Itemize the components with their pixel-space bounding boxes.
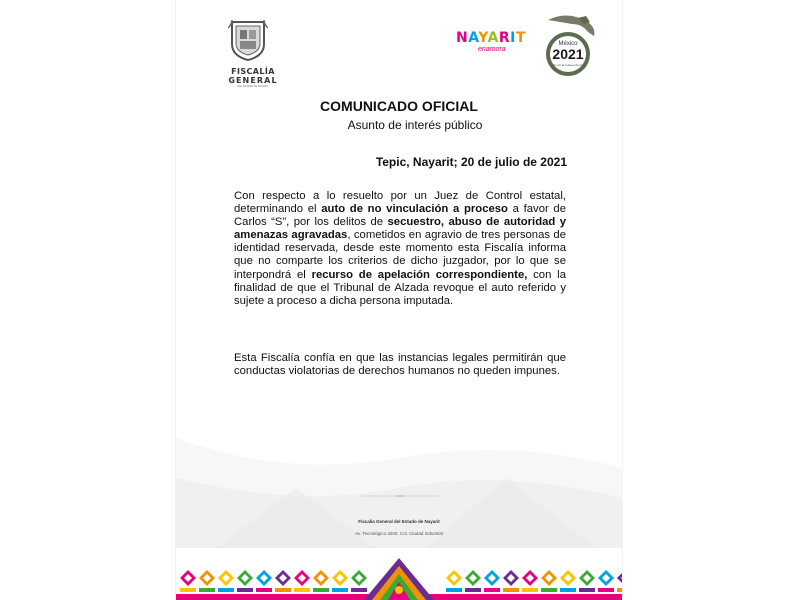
logo-text-state: DEL ESTADO DE NAYARIT xyxy=(237,85,269,88)
pattern-shape xyxy=(598,588,614,592)
paragraph-1-run: a favor de Carlos “S”, por los delitos de xyxy=(234,203,566,229)
dateline: Tepic, Nayarit; 20 de julio de 2021 xyxy=(375,155,567,169)
paragraph-1-run: con la finalidad de que el Tribunal de Alzada revoque el auto referido y sujete a proceso a dicha persona imputada. xyxy=(234,268,566,307)
pattern-shape xyxy=(560,588,576,592)
pattern-shape xyxy=(313,588,329,592)
nayarit-wordmark xyxy=(456,30,536,46)
footer-divider xyxy=(361,493,439,499)
nayarit-letter: Y xyxy=(478,30,488,46)
pattern-shape xyxy=(617,588,622,592)
nayarit-tagline: enamora xyxy=(478,46,506,53)
pattern-shape xyxy=(503,588,519,592)
document-page xyxy=(176,0,622,600)
nayarit-letter: A xyxy=(487,30,499,46)
logo-text-fiscalia: FISCALÍA xyxy=(231,67,275,76)
seal-bottom-text: Año de la independencia xyxy=(551,63,585,67)
document-subtitle: Asunto de interés público xyxy=(347,118,483,132)
document-title: COMUNICADO OFICIAL xyxy=(320,98,478,114)
paragraph-2: Esta Fiscalía confía en que las instancias legales permitirán que conductas violatorias de derechos humanos no queden impunes. xyxy=(234,352,566,378)
nayarit-letter: T xyxy=(515,30,526,46)
paragraph-1-run: auto de no vinculación a proceso xyxy=(321,203,508,216)
nayarit-letter: A xyxy=(468,30,479,46)
paragraph-1-run: recurso de apelación correspondiente, xyxy=(311,268,528,281)
nayarit-logo xyxy=(456,30,536,60)
nayarit-letter: I xyxy=(510,30,516,46)
footer-organization: Fiscalía General del Estado de Nayarit xyxy=(358,519,440,524)
pattern-shape xyxy=(579,588,595,592)
pattern-shape xyxy=(395,586,403,594)
pattern-shape xyxy=(275,588,291,592)
pattern-shape xyxy=(446,588,462,592)
paragraph-1 xyxy=(234,190,566,308)
pattern-shape xyxy=(237,588,253,592)
pattern-shape xyxy=(522,588,538,592)
pattern-shape xyxy=(218,588,234,592)
pattern-shape xyxy=(256,588,272,592)
paragraph-1-run: , cometidos en agravio de tres personas de identidad reservada, desde este momento esta Fiscalía informa que no comparte los criterios de dicho juzgador, por lo que se interpondrá el xyxy=(234,229,566,281)
seal-year-text: 2021 xyxy=(552,46,584,62)
pattern-shape xyxy=(484,588,500,592)
footer-address: Av. Tecnológico 3200, Col. Ciudad Industrial xyxy=(355,531,443,536)
pattern-shape xyxy=(199,588,215,592)
decorative-wave-background xyxy=(176,418,622,548)
mexico-2021-seal-icon xyxy=(538,14,598,80)
coat-of-arms-icon xyxy=(228,18,268,62)
decorative-pattern-band xyxy=(176,548,622,600)
seal-top-text: México xyxy=(558,41,578,47)
pattern-shape xyxy=(465,588,481,592)
pattern-shape xyxy=(294,588,310,592)
paragraph-1-run: secuestro, abuso de autoridad y amenazas agravadas xyxy=(234,216,567,242)
nayarit-letter: R xyxy=(498,30,511,46)
pattern-shape xyxy=(332,588,348,592)
paragraph-1-run: Con respecto a lo resuelto por un Juez de Control estatal, determinando el xyxy=(234,190,566,216)
fiscalia-logo xyxy=(228,18,278,88)
logo-text-general: GENERAL xyxy=(228,76,278,85)
nayarit-letter: N xyxy=(456,30,469,46)
pattern-shape xyxy=(180,588,196,592)
pattern-shape xyxy=(541,588,557,592)
pattern-shape xyxy=(351,588,367,592)
